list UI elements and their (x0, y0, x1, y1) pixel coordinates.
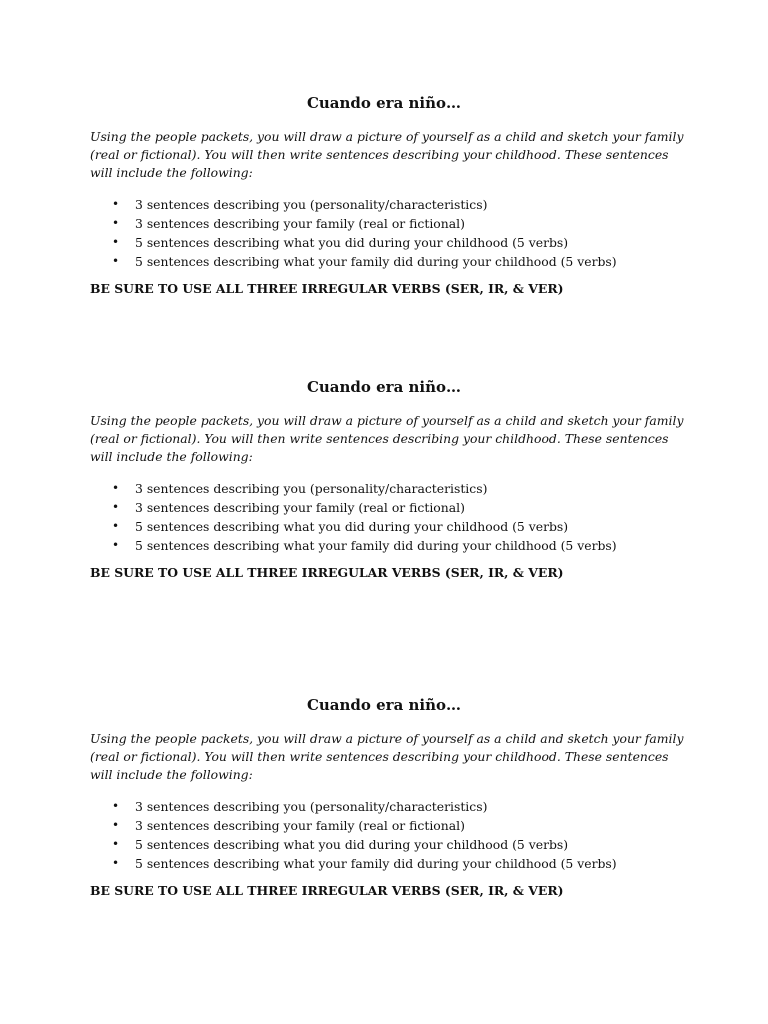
intro-line: Using the people packets, you will draw a picture of yourself as a child and sketch your family (90, 413, 684, 428)
list-item-text: 3 sentences describing your family (real or fictional) (135, 216, 465, 231)
bullet-icon: • (112, 216, 120, 230)
list-item-text: 3 sentences describing your family (real or fictional) (135, 818, 465, 833)
section-reminder: BE SURE TO USE ALL THREE IRREGULAR VERBS (SER, IR, & VER) (90, 883, 564, 898)
intro-line: will include the following: (90, 165, 253, 181)
list-item-text: 5 sentences describing what your family did during your childhood (5 verbs) (135, 254, 617, 269)
list-item-text: 3 sentences describing your family (real or fictional) (135, 500, 465, 515)
intro-line: will include the following: (90, 449, 253, 465)
bullet-icon: • (112, 856, 120, 870)
list-item (90, 854, 690, 873)
bullet-icon: • (112, 818, 120, 832)
section-intro (90, 128, 690, 183)
list-item-text: 5 sentences describing what you did during your childhood (5 verbs) (135, 235, 569, 250)
bullet-icon: • (112, 519, 120, 533)
list-item-text: 5 sentences describing what your family did during your childhood (5 verbs) (135, 538, 617, 553)
list-item (90, 797, 690, 816)
bullet-icon: • (112, 481, 120, 495)
section-title: Cuando era niño… (306, 696, 462, 714)
bullet-icon: • (112, 500, 120, 514)
requirements-list (90, 195, 690, 271)
intro-line: will include the following: (90, 767, 253, 783)
section-intro (90, 412, 690, 467)
list-item (90, 233, 690, 252)
list-item (90, 498, 690, 517)
list-item-text: 5 sentences describing what you did during your childhood (5 verbs) (135, 519, 569, 534)
list-item (90, 479, 690, 498)
intro-line: (real or fictional). You will then write sentences describing your childhood. These sentences (90, 749, 669, 765)
bullet-icon: • (112, 197, 120, 211)
bullet-icon: • (112, 254, 120, 268)
intro-line: Using the people packets, you will draw a picture of yourself as a child and sketch your family (90, 129, 684, 144)
section-reminder: BE SURE TO USE ALL THREE IRREGULAR VERBS (SER, IR, & VER) (90, 565, 564, 580)
list-item (90, 214, 690, 233)
list-item-text: 3 sentences describing you (personality/characteristics) (135, 481, 488, 496)
section-intro (90, 730, 690, 785)
list-item (90, 195, 690, 214)
list-item (90, 835, 690, 854)
bullet-icon: • (112, 235, 120, 249)
section-title: Cuando era niño… (306, 378, 462, 396)
list-item (90, 252, 690, 271)
section-reminder: BE SURE TO USE ALL THREE IRREGULAR VERBS (SER, IR, & VER) (90, 281, 564, 296)
bullet-icon: • (112, 837, 120, 851)
list-item (90, 536, 690, 555)
bullet-icon: • (112, 538, 120, 552)
list-item (90, 517, 690, 536)
list-item-text: 3 sentences describing you (personality/characteristics) (135, 197, 488, 212)
intro-line: (real or fictional). You will then write sentences describing your childhood. These sentences (90, 431, 669, 447)
list-item (90, 816, 690, 835)
requirements-list (90, 479, 690, 555)
bullet-icon: • (112, 799, 120, 813)
intro-line: (real or fictional). You will then write sentences describing your childhood. These sentences (90, 147, 669, 163)
list-item-text: 3 sentences describing you (personality/characteristics) (135, 799, 488, 814)
requirements-list (90, 797, 690, 873)
section-title: Cuando era niño… (306, 94, 462, 112)
intro-line: Using the people packets, you will draw a picture of yourself as a child and sketch your family (90, 731, 684, 746)
list-item-text: 5 sentences describing what you did during your childhood (5 verbs) (135, 837, 569, 852)
list-item-text: 5 sentences describing what your family did during your childhood (5 verbs) (135, 856, 617, 871)
